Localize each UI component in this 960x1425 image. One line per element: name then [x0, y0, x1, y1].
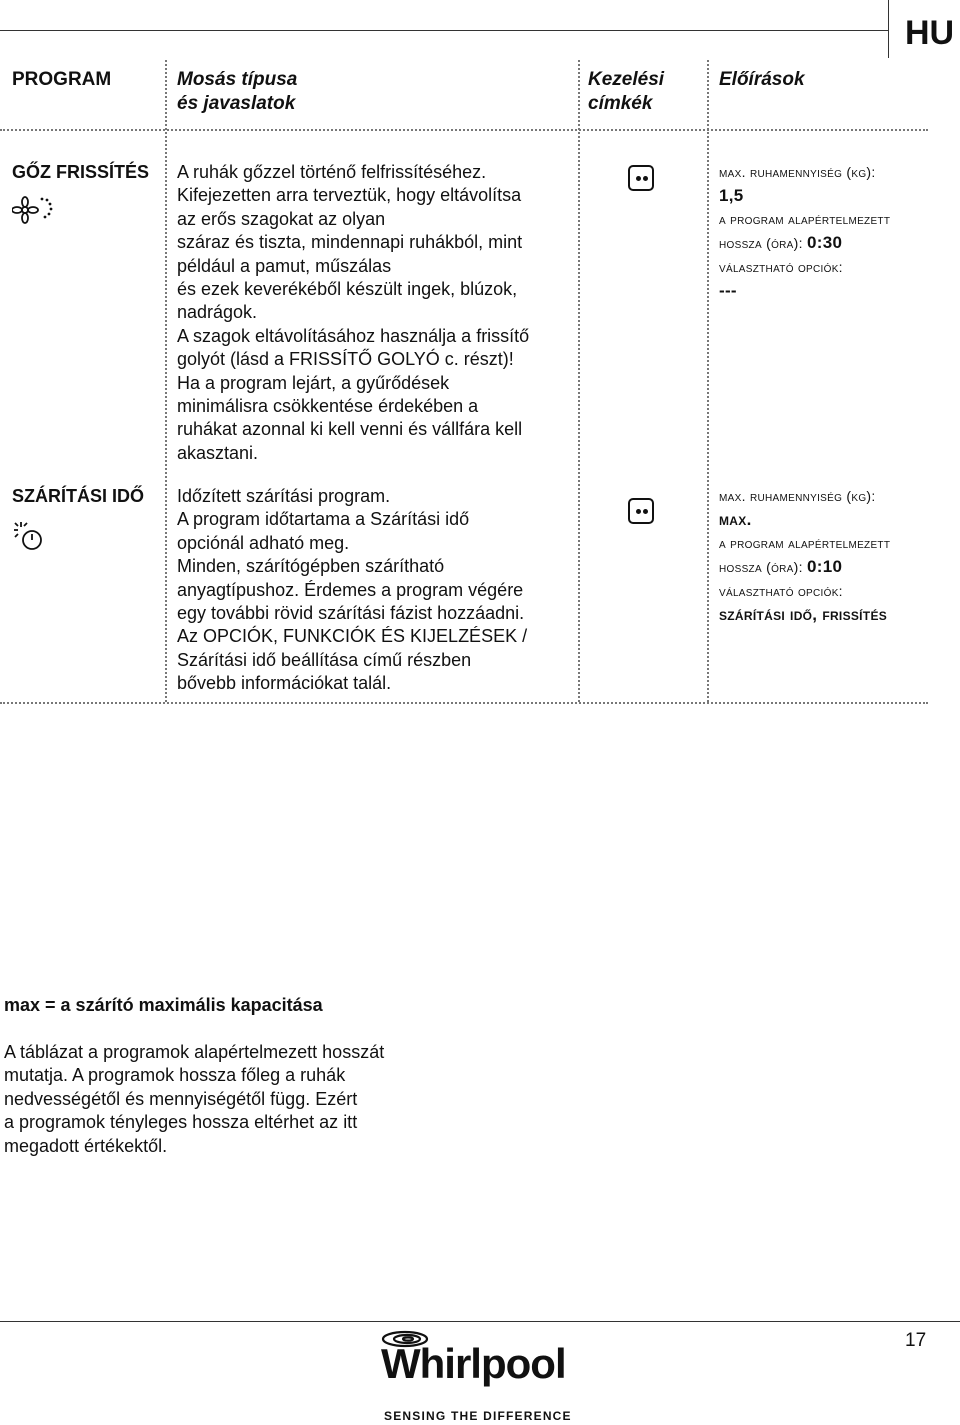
description-line: Ha a program lejárt, a gyűrődések: [177, 372, 450, 393]
header-specs: Előírások: [719, 69, 805, 90]
footnote-line: nedvességétől és mennyiségétől függ. Ezért: [4, 1088, 358, 1109]
description-line: Minden, szárítógépben szárítható: [177, 556, 445, 577]
brand-logo: [377, 1330, 572, 1423]
description-line: Az OPCIÓK, FUNKCIÓK ÉS KIJELZÉSEK /: [177, 626, 528, 647]
description-line: minimálisra csökkentése érdekében a: [177, 396, 479, 417]
row-divider: [0, 702, 928, 704]
description-line: egy további rövid szárítási fázist hozzáadni.: [177, 603, 525, 624]
duration-value: 0:30: [807, 233, 843, 253]
duration-label-text: hossza (óra):: [719, 559, 803, 576]
brand-tagline: SENSING THE DIFFERENCE: [384, 1409, 572, 1423]
header-description-line-2: és javaslatok: [177, 93, 296, 114]
column-divider: [707, 60, 709, 702]
column-divider: [165, 60, 167, 702]
description-line: és ezek keverékéből készült ingek, blúzok,: [177, 279, 518, 300]
description-line: például a pamut, műszálas: [177, 255, 392, 276]
footer-rule: [0, 1321, 960, 1322]
description-line: nadrágok.: [177, 302, 258, 323]
header-description: [177, 68, 297, 116]
description-line: Időzített szárítási program.: [177, 486, 391, 506]
description-line: Szárítási idő beállítása című részben: [177, 649, 472, 670]
duration-label: a program alapértelmezett: [719, 534, 891, 551]
tumble-dry-two-dots-icon: [628, 498, 654, 524]
duration-label: a program alapértelmezett: [719, 210, 891, 227]
max-load-label: max. ruhamennyiség (kg):: [719, 164, 876, 180]
row-divider: [0, 129, 928, 131]
max-load-value: max.: [719, 510, 752, 530]
description-line: A szagok eltávolításához használja a frissítő: [177, 325, 530, 346]
header-care: [588, 68, 664, 116]
duration-label-text: hossza (óra):: [719, 235, 803, 252]
language-tag: HU: [905, 14, 955, 52]
description-line: anyagtípushoz. Érdemes a program végére: [177, 579, 524, 600]
footnote-line: megadott értékektől.: [4, 1135, 168, 1156]
footnote-line: mutatja. A programok hossza főleg a ruhák: [4, 1065, 346, 1086]
max-load-label: max. ruhamennyiség (kg):: [719, 488, 876, 504]
description-line: bővebb információkat talál.: [177, 673, 392, 694]
options-value: ---: [719, 281, 737, 301]
options-value: szárítási idő, frissítés: [719, 605, 888, 625]
header-care-line-2: címkék: [588, 93, 653, 114]
footnote-max-definition: max = a szárító maximális kapacitása: [4, 995, 323, 1015]
program-specs-steam-refresh: [719, 161, 949, 302]
steam-refresh-icon: [12, 194, 56, 226]
options-label: választható opciók:: [719, 582, 843, 599]
duration-label-line-2: [719, 231, 949, 255]
header-program: PROGRAM: [12, 69, 112, 90]
description-line: akasztani.: [177, 442, 259, 463]
max-load-value: 1,5: [719, 186, 744, 206]
description-line: ruhákat azonnal ki kell venni és vállfára kell: [177, 419, 523, 440]
footnote-line: A táblázat a programok alapértelmezett hosszát: [4, 1042, 385, 1062]
program-description-steam-refresh: [177, 161, 577, 465]
duration-label-line-2: [719, 555, 949, 579]
top-rule: [0, 30, 888, 31]
column-divider: [578, 60, 580, 702]
description-line: száraz és tiszta, mindennapi ruhákból, mint: [177, 232, 523, 253]
program-name-timed-dry: SZÁRÍTÁSI IDŐ: [12, 486, 145, 506]
page-number: 17: [905, 1330, 927, 1351]
program-name-steam-refresh: GŐZ FRISSÍTÉS: [12, 162, 150, 182]
footnote-paragraph: [4, 1041, 444, 1158]
timed-dry-icon: [12, 520, 48, 554]
top-rule-divider: [888, 0, 889, 58]
description-line: opciónál adható meg.: [177, 532, 350, 553]
brand-name: Whirlpool: [381, 1340, 566, 1387]
program-specs-timed-dry: [719, 485, 949, 626]
footnote-line: a programok tényleges hossza eltérhet az itt: [4, 1112, 358, 1133]
description-line: A ruhák gőzzel történő felfrissítéséhez.: [177, 162, 487, 182]
tumble-dry-two-dots-icon: [628, 165, 654, 191]
options-label: választható opciók:: [719, 258, 843, 275]
description-line: A program időtartama a Szárítási idő: [177, 509, 470, 530]
description-line: az erős szagokat az olyan: [177, 208, 386, 229]
description-line: Kifejezetten arra terveztük, hogy eltávolítsa: [177, 185, 522, 206]
program-description-timed-dry: [177, 485, 577, 696]
header-care-line-1: Kezelési: [588, 69, 665, 90]
duration-value: 0:10: [807, 557, 843, 577]
header-description-line-1: Mosás típusa: [177, 69, 298, 90]
description-line: golyót (lásd a FRISSÍTŐ GOLYÓ c. részt)!: [177, 349, 514, 370]
